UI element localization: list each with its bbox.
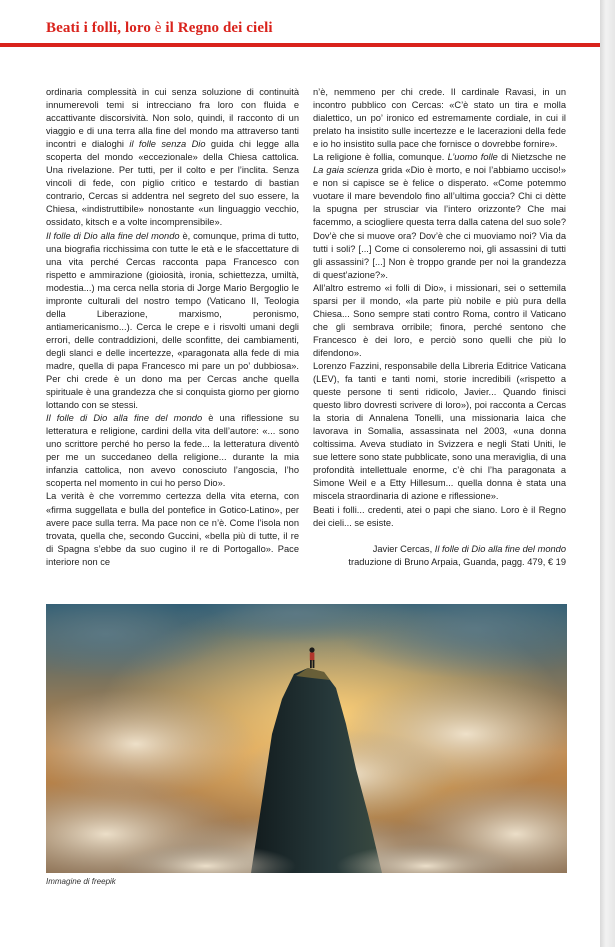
article-paragraph (46, 86, 299, 230)
article-paragraph (313, 360, 566, 504)
book-credits (313, 543, 566, 569)
italic-title-text: L’uomo folle (447, 152, 498, 163)
italic-title-text: il folle senza Dio (129, 139, 206, 150)
article-paragraph (313, 504, 566, 530)
header-title-part1: Beati i folli, loro (46, 20, 155, 36)
page-header-title (46, 20, 273, 37)
paragraph-text: Beati i folli... credenti, atei o papi che siano. Loro è il Regno dei cieli... se esiste. (313, 504, 566, 528)
image-caption: Immagine di freepik (46, 877, 116, 886)
paragraph-text: ordinaria complessità in cui senza soluzione di continuità innumerevoli temi si intrecciano fra loro con fluida e accattivante discorsività. Non solo, quindi, il racconto di un viaggio e di una terra alla fine del mondo ma attraverso tanti incontri e dialoghi (46, 87, 299, 150)
man-on-peak-above-clouds-image (46, 604, 567, 873)
article-paragraph (46, 412, 299, 490)
paragraph-text: La verità è che vorremmo certezza della vita eterna, con «firma suggellata e bulla del pontefice in Gotico-Latino», per avere pace sulla terra. Ma pace non ce n’è. Come l’isola non trovata, quella che, secondo Guccini, «bella più di tutte, il re di Spagna s’ebbe da suo cugino il re di Portogallo». Pace interiore non ce (46, 491, 299, 567)
book-title: Il folle di Dio alla fine del mondo (434, 543, 566, 554)
header-title-part2: il Regno dei cieli (161, 20, 273, 36)
paragraph-text: Lorenzo Fazzini, responsabile della Libreria Editrice Vaticana (LEV), fa tanti e tanti nomi, storie incredibili («rispetto a queste persone ti senti ridicolo, Javier... Quando finisci questo libro dovresti scrivere di loro»), poi racconta a Cercas la storia di Annalena Tonelli, una missionaria laica che lavorava in Somalia, assassinata nel 2003, «una donna coltissima. Aveva studiato in Svizzera e negli Stati Uniti, le sue lettere sono state pubblicate, sono una meraviglia, di una profondità intellettuale enorme, c’è chi l’ha paragonata a Simone Weil e a Etty Hillesum... quella donna è stata una miscela straordinaria di azione e riflessione». (313, 360, 566, 502)
paragraph-text: grida «Dio è morto, e noi l’abbiamo ucciso!» e non si capisce se è felice o disperato. «Come potemmo vuotare il mare bevendolo fino all’ultima goccia? Chi ci dètte la spugna per strusciar via l’intero orizzonte? Che mai facemmo, a sciogliere questa terra dalla catena del suo sole? Dov’è che si muove ora? Dov’è che ci muoviamo noi? Via da tutti i soli? [...] Come ci consoleremo noi, gli assassini di tutti gli assassini? [...] Non è troppo grande per noi la grandezza di quest’azione?». (313, 165, 566, 280)
article-illustration (46, 604, 567, 873)
italic-title-text: Il folle di Dio alla fine del mondo (46, 230, 180, 241)
paragraph-text: è, comunque, prima di tutto, una biografia ricchissima con tutte le età e le sfaccettature di una vita perché Cercas racconta papa Francesco con rispetto e ammirazione (gioiosità, ironia, schiettezza, umiltà, modestia...) ma cerca nella storia di Jorge Mario Bergoglio le impronte culturali del nostro tempo (Vaticano II, Teologia della Liberazione, marxismo, peronismo, antiamericanismo...). Cerca le crepe e i risvolti umani degli errori, delle contraddizioni, delle sconfitte, dei cambiamenti, degli slanci e delle incertezze, «paragonata alla fede di mia madre, quella di papa Francesco mi pare un po’ dubbiosa». Per chi crede è un dono ma per Cercas anche quella spirituale è una grandezza che si conquista giorno per giorno lottando con se stessi. (46, 230, 299, 411)
article-column-right-body (313, 86, 566, 530)
paragraph-text: All’altro estremo «i folli di Dio», i missionari, sei o settemila sparsi per il mondo, «la parte più nobile e più pura della Chiesa... Sono sempre stati contro Roma, contro il Vaticano che gli sembrava orribile; finora, perché sentono che Francesco è dei loro, e perciò sono quelli che più lo difendono». (313, 282, 566, 358)
article-paragraph (46, 230, 299, 413)
book-author: Javier Cercas, (372, 543, 435, 554)
article-paragraph (313, 151, 566, 281)
italic-title-text: La gaia scienza (313, 165, 379, 176)
article-paragraph (313, 282, 566, 360)
book-translation-info: traduzione di Bruno Arpaia, Guanda, pagg. 479, € 19 (348, 556, 566, 567)
page-edge-shadow (600, 0, 615, 947)
paragraph-text: è una riflessione su letteratura e religione, cardini della vita dell’autore: «... sono uno scrittore perché ho perso la fede... la letteratura diventò per me un succedaneo della religione... durante la mia infanzia cattolica, non avevo conosciuto l’angoscia, l’ho scoperta nel momento in cui ho perso Dio». (46, 413, 300, 489)
paragraph-text: n’è, nemmeno per chi crede. Il cardinale Ravasi, in un incontro pubblico con Cercas: «C’è stato un tira e molla dialettico, un po’ ironico ed estremamente cordiale, in cui il prelato ha insistito sulle incertezze e le lacerazioni della fede e io ho insistito sulla pace che fornisce o dovrebbe fornire». (313, 87, 566, 150)
article-paragraph (313, 86, 566, 151)
article-column-right (313, 86, 566, 569)
header-title-e: è (154, 20, 162, 36)
header-red-rule (0, 43, 600, 47)
paragraph-text: La religione è follia, comunque. (313, 152, 448, 163)
article-columns (46, 86, 566, 569)
paragraph-text: di Nietzsche ne (497, 152, 566, 163)
paragraph-text: guida chi legge alla scoperta del mondo «eccezionale» della Chiesa cattolica. Una rivelazione. Per tutti, per il colto e per l’inclita. Senza vincoli di fede, con piglio critico e testardo di bastian contrario, Cercas si addentra nel segreto del suo essere, la Chiesa, «indistruttibile» nonostante «un linguaggio vecchio, ossidato, kitsch e a volte incomprensibile». (46, 139, 299, 228)
article-column-left (46, 86, 299, 569)
italic-title-text: Il folle di Dio alla fine del mondo (46, 413, 203, 424)
article-paragraph (46, 490, 299, 568)
book-credits-line1 (313, 543, 566, 556)
